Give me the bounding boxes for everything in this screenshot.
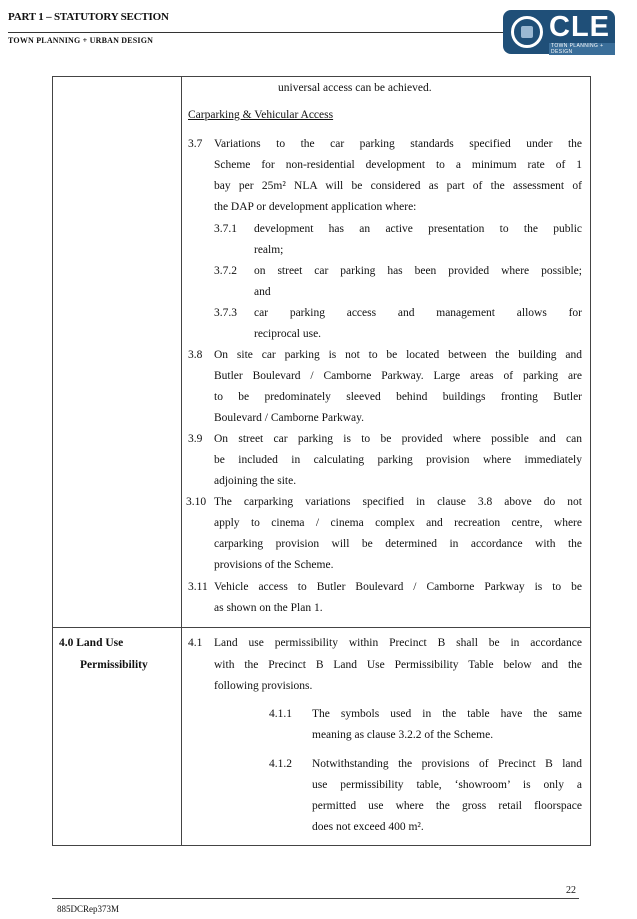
subclause-text: reciprocal use. <box>254 328 322 340</box>
subclause-text: car parking access and management allows for <box>254 307 582 319</box>
clause-text: Variations to the car parking standards specified under the <box>214 138 582 150</box>
subclause-text: Notwithstanding the provisions of Precinct B land <box>312 758 582 770</box>
logo-emblem-icon <box>511 16 543 48</box>
clause-text: Butler Boulevard / Camborne Parkway. Large areas of parking are <box>214 370 582 382</box>
subclause-text: development has an active presentation to the public <box>254 223 582 235</box>
document-reference: 885DCRep373M <box>57 904 120 914</box>
clause-text: provisions of the Scheme. <box>214 559 334 571</box>
provisions-table <box>52 76 591 846</box>
subclause-number: 3.7.1 <box>214 223 237 235</box>
footer-rule <box>52 898 579 899</box>
subclause-number: 3.7.2 <box>214 265 237 277</box>
clause-number: 3.9 <box>188 433 203 445</box>
clause-number: 4.1 <box>188 637 203 649</box>
page-number: 22 <box>566 885 576 896</box>
clause-text: Vehicle access to Butler Boulevard / Camborne Parkway is to be <box>214 581 582 593</box>
logo-tagline: TOWN PLANNING + DESIGN <box>549 43 615 55</box>
subclause-number: 4.1.2 <box>269 758 292 770</box>
clause-number: 3.10 <box>186 496 207 508</box>
subclause-text: does not exceed 400 m². <box>312 821 424 833</box>
clause-text: as shown on the Plan 1. <box>214 602 323 614</box>
clause-text: following provisions. <box>214 680 313 692</box>
row-label: Permissibility <box>80 659 148 671</box>
clause-text: On site car parking is not to be located between the building and <box>214 349 582 361</box>
section-title: PART 1 – STATUTORY SECTION <box>8 11 169 23</box>
subclause-text: permitted use where the gross retail floorspace <box>312 800 582 812</box>
clause-number: 3.7 <box>188 138 203 150</box>
subclause-text: The symbols used in the table have the same <box>312 708 582 720</box>
subclause-text: realm; <box>254 244 284 256</box>
clause-text: with the Precinct B Land Use Permissibility Table below and the <box>214 659 582 671</box>
column-divider <box>181 77 182 845</box>
clause-text: carparking provision will be determined in accordance with the <box>214 538 582 550</box>
row-label: 4.0 Land Use <box>59 637 124 649</box>
clause-text: Boulevard / Camborne Parkway. <box>214 412 364 424</box>
subheading-carparking: Carparking & Vehicular Access <box>188 109 334 121</box>
header-rule <box>8 32 507 33</box>
row-divider <box>53 627 590 628</box>
subclause-number: 4.1.1 <box>269 708 292 720</box>
clause-text: adjoining the site. <box>214 475 297 487</box>
clause-text: bay per 25m² NLA will be considered as part of the assessment of <box>214 180 582 192</box>
section-subtitle: TOWN PLANNING + URBAN DESIGN <box>8 36 154 45</box>
cle-logo <box>503 10 615 54</box>
subclause-text: meaning as clause 3.2.2 of the Scheme. <box>312 729 494 741</box>
clause-text: to be predominately sleeved behind buildings fronting Butler <box>214 391 582 403</box>
clause-text: The carparking variations specified in clause 3.8 above do not <box>214 496 582 508</box>
clause-text: apply to cinema / cinema complex and recreation centre, where <box>214 517 582 529</box>
subclause-text: use permissibility table, ‘showroom’ is only a <box>312 779 582 791</box>
clause-text: the DAP or development application where: <box>214 201 417 213</box>
clause-number: 3.11 <box>188 581 208 593</box>
subclause-text: on street car parking has been provided where possible; <box>254 265 582 277</box>
subclause-number: 3.7.3 <box>214 307 237 319</box>
clause-text: Scheme for non-residential development to a minimum rate of 1 <box>214 159 582 171</box>
clause-text: be included in calculating parking provision where immediately <box>214 454 582 466</box>
lead-text: universal access can be achieved. <box>278 82 432 94</box>
clause-text: On street car parking is to be provided where possible and can <box>214 433 582 445</box>
logo-text: CLE <box>549 11 610 43</box>
clause-text: Land use permissibility within Precinct B shall be in accordance <box>214 637 582 649</box>
subclause-text: and <box>254 286 271 298</box>
clause-number: 3.8 <box>188 349 203 361</box>
